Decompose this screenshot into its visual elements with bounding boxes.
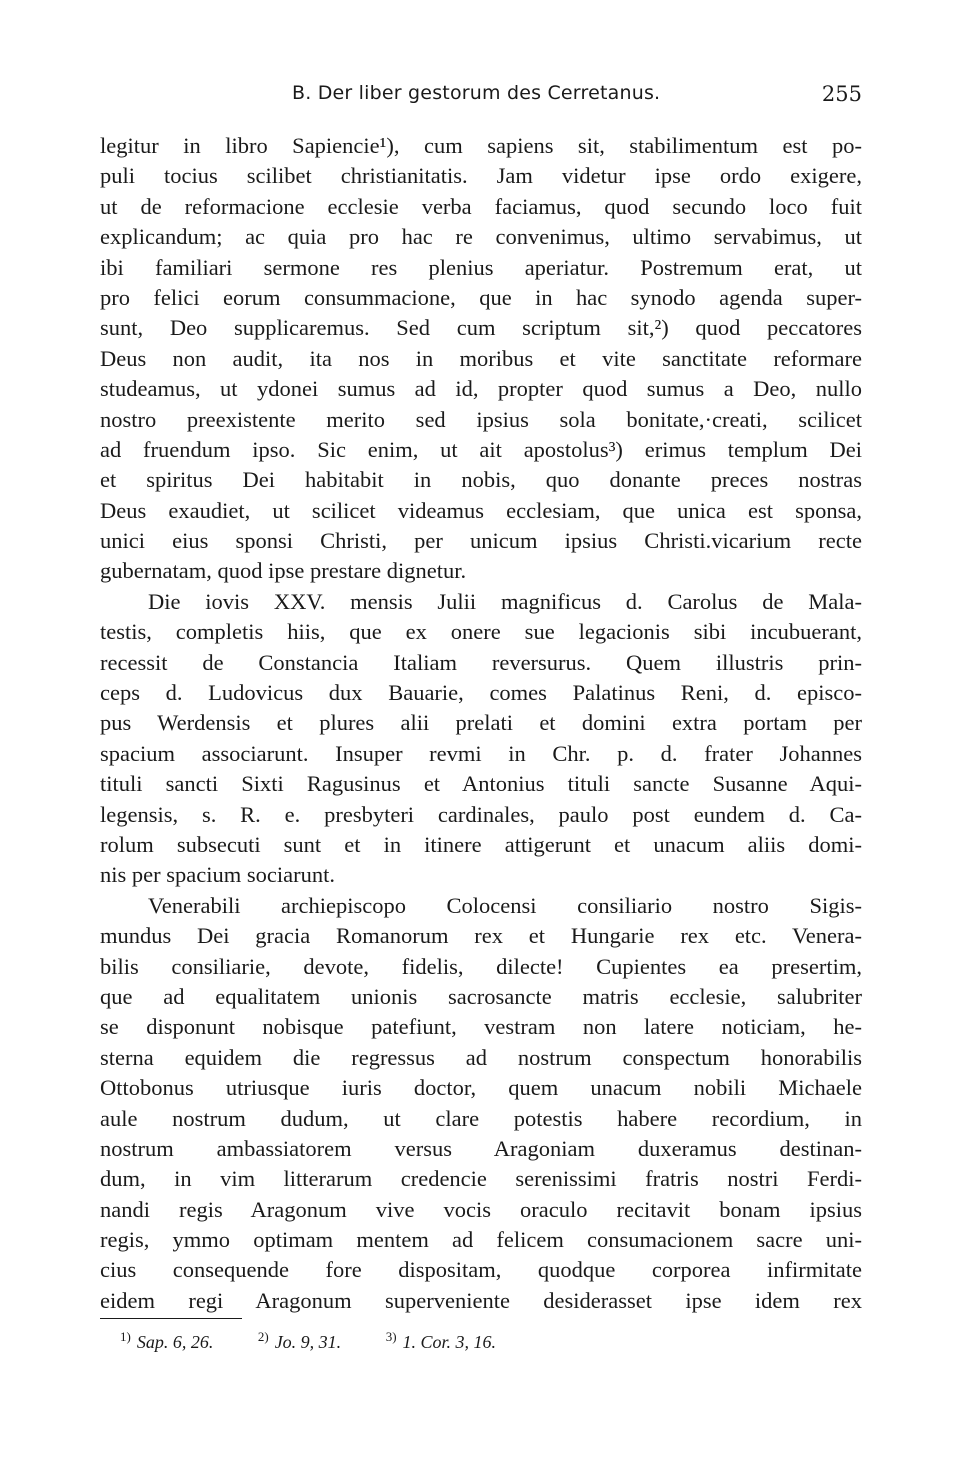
text-line: rolum subsecuti sunt et in itinere attigerunt et unacum aliis domi- <box>100 831 862 857</box>
text-line: nostro preexistente merito sed ipsius sola bonitate,·creati, scilicet <box>100 406 862 432</box>
footnote-mark: 3) <box>385 1329 397 1344</box>
text-line: explicandum; ac quia pro hac re convenimus, ultimo servabimus, ut <box>100 224 862 250</box>
text-line: aule nostrum dudum, ut clare potestis habere recordium, in <box>100 1105 862 1131</box>
text-line: Venerabili archiepiscopo Colocensi consiliario nostro Sigis- <box>148 892 862 918</box>
text-line: pro felici eorum consummacione, que in hac synodo agenda super- <box>100 284 862 310</box>
text-line: ad fruendum ipso. Sic enim, ut ait apostolus³) erimus templum Dei <box>100 436 862 462</box>
text-line: se disponunt nobisque patefiunt, vestram non latere noticiam, he- <box>100 1014 862 1040</box>
footnote-text: Sap. 6, 26. <box>136 1332 214 1352</box>
footnote-2 <box>258 1324 341 1355</box>
footnote-3 <box>386 1324 496 1355</box>
footnote-divider <box>100 1318 242 1319</box>
text-line: legitur in libro Sapiencie¹), cum sapiens sit, stabilimentum est po- <box>100 133 862 158</box>
footnote-1 <box>120 1324 213 1355</box>
footnote-mark: 1) <box>120 1329 131 1344</box>
text-line: recessit de Constancia Italiam reversurus. Quem illustris prin- <box>100 649 862 675</box>
text-line: nandi regis Aragonum vive vocis oraculo recitavit bonam ipsius <box>100 1196 862 1222</box>
text-line: nostrum ambassiatorem versus Aragoniam duxeramus destinan- <box>100 1135 862 1161</box>
text-line: ibi familiari sermone res plenius aperiatur. Postremum erat, ut <box>100 254 862 280</box>
text-line: pus Werdensis et plures alii prelati et domini extra portam per <box>100 710 862 736</box>
text-line: sterna equidem die regressus ad nostrum conspectum honorabilis <box>100 1044 862 1070</box>
page-header <box>100 82 862 116</box>
text-line: gubernatam, quod ipse prestare dignetur. <box>100 558 467 584</box>
text-line: puli tocius scilibet christianitatis. Jam videtur ipse ordo exigere, <box>100 163 862 189</box>
page-number: 255 <box>821 82 862 106</box>
text-line: que ad equalitatem unionis sacrosancte matris ecclesie, salubriter <box>100 983 862 1009</box>
text-line: mundus Dei gracia Romanorum rex et Hungarie rex etc. Venera- <box>100 923 862 949</box>
text-line: spacium associarunt. Insuper revmi in Chr. p. d. frater Johannes <box>100 740 862 766</box>
text-line: Deus non audit, ita nos in moribus et vite sanctitate reformare <box>100 345 862 371</box>
text-line: regis, ymmo optimam mentem ad felicem consumacionem sacre uni- <box>100 1227 862 1253</box>
text-line: ceps d. Ludovicus dux Bauarie, comes Palatinus Reni, d. episco- <box>100 680 862 706</box>
text-line: eidem regi Aragonum superveniente desiderasset ipse idem rex <box>100 1287 862 1313</box>
text-line: ut de reformacione ecclesie verba faciamus, quod secundo loco fuit <box>100 193 862 219</box>
text-line: tituli sancti Sixti Ragusinus et Antonius tituli sancte Susanne Aqui- <box>100 771 862 797</box>
text-line: testis, completis hiis, que ex onere sue legacionis sibi incubuerant, <box>100 619 862 645</box>
body-text <box>100 131 862 1316</box>
text-line: nis per spacium sociarunt. <box>100 862 335 888</box>
text-line: unici eius sponsi Christi, per unicum ipsius Christi.vicarium recte <box>100 528 862 554</box>
text-line: dum, in vim litterarum credencie serenissimi fratris nostri Ferdi- <box>100 1166 862 1192</box>
text-line: Die iovis XXV. mensis Julii magnificus d. Carolus de Mala- <box>148 588 862 614</box>
text-line: et spiritus Dei habitabit in nobis, quo donante preces nostras <box>100 467 862 493</box>
text-line: bilis consiliarie, devote, fidelis, dilecte! Cupientes ea presertim, <box>100 953 862 979</box>
footnotes <box>120 1324 820 1355</box>
text-line: studeamus, ut ydonei sumus ad id, propter quod sumus a Deo, nullo <box>100 376 862 402</box>
text-line: sunt, Deo supplicaremus. Sed cum scriptum sit,²) quod peccatores <box>100 315 862 341</box>
text-line: legensis, s. R. e. presbyteri cardinales, paulo post eundem d. Ca- <box>100 801 862 827</box>
footnote-text: Jo. 9, 31. <box>274 1332 342 1352</box>
text-line: Ottobonus utriusque iuris doctor, quem unacum nobili Michaele <box>100 1075 862 1101</box>
footnote-text: 1. Cor. 3, 16. <box>402 1332 497 1352</box>
text-line: cius consequende fore dispositam, quodque corporea infirmitate <box>100 1257 862 1283</box>
running-head: B. Der liber gestorum des Cerretanus. <box>292 82 661 104</box>
footnote-mark: 2) <box>257 1329 269 1344</box>
text-line: Deus exaudiet, ut scilicet videamus ecclesiam, que unica est sponsa, <box>100 497 862 523</box>
